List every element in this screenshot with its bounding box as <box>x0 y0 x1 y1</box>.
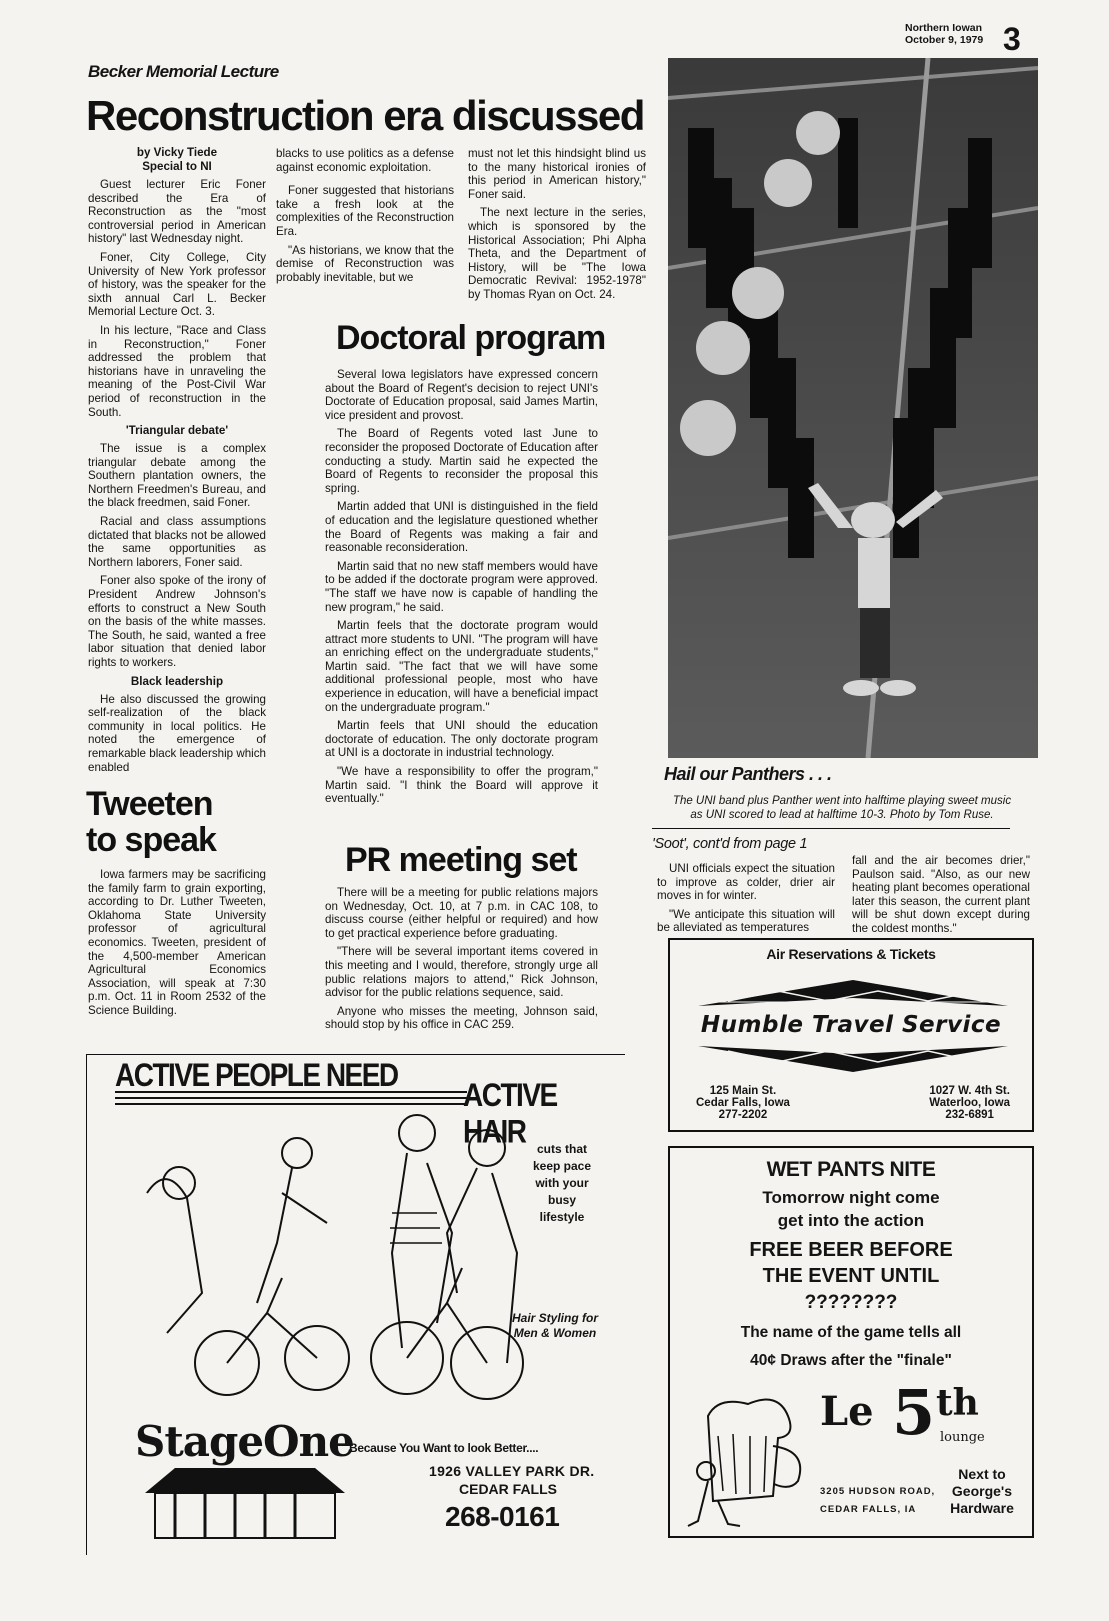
ad-left-address <box>696 1085 790 1121</box>
paragraph: Racial and class assumptions dictated that blacks not be allowed the same opportunities as Northern laborers, Foner said. <box>88 515 266 569</box>
ad-next-to: Next to George's Hardware <box>950 1466 1014 1516</box>
ad-styling: Hair Styling for Men & Women <box>511 1311 598 1340</box>
pr-headline: PR meeting set <box>345 841 577 879</box>
paragraph: The Board of Regents voted last June to reconsider the proposed Doctorate of Education after conducting a study. Martin said he expected the Board of Regents to reconsider the proposal this spring. <box>325 427 598 495</box>
subhead: Black leadership <box>130 674 224 688</box>
ad-line: Tomorrow night come <box>762 1188 940 1207</box>
band-photo <box>668 58 1038 758</box>
paragraph: The issue is a complex triangular debate among the Southern plantation owners, the Northern Freedmen's Bureau, and the black freedmen, said Foner. <box>88 442 266 510</box>
paragraph: There will be a meeting for public relations majors on Wednesday, Oct. 10, at 7 p.m. in CAC 108, to discuss course (either helpful or required) and how to get practical experience before graduating. <box>325 886 598 940</box>
reconstruction-column-2 <box>276 147 454 289</box>
ad-line: WET PANTS NITE <box>766 1158 936 1181</box>
address-line: CEDAR FALLS, IA <box>820 1504 917 1515</box>
ad-address <box>820 1483 935 1519</box>
paragraph: blacks to use politics as a defense against economic exploitation. <box>276 147 454 174</box>
address-line: 3205 HUDSON ROAD, <box>820 1486 936 1497</box>
address-line: 125 Main St. <box>709 1085 777 1097</box>
reconstruction-column-1 <box>88 146 266 779</box>
beer-mug-illustration <box>678 1376 828 1536</box>
paragraph: Iowa farmers may be sacrificing the family farm to grain exporting, according to Dr. Luther Tweeten, Oklahoma State University professor of agricultural economics. Tweeten, president of the 4,500-member American Agricultural Economics Association, will speak at 7:30 p.m. Oct. 11 in Room 2532 of the Science Building. <box>88 868 266 1017</box>
paragraph: In his lecture, "Race and Class in Reconstruction," Foner addressed the problem that historians have in unraveling the meaning of the Post-Civil War period of reconstruction in the South. <box>88 323 266 419</box>
ad-line: 40¢ Draws after the "finale" <box>750 1352 952 1369</box>
photo-caption: The UNI band plus Panther went into halftime playing sweet music as UNI scored to lead at halftime 10-3. Photo by Tom Ruse. <box>672 795 1012 821</box>
paragraph: He also discussed the growing self-realization of the black community in local politics. He noted the emergence of remarkable black leadership which enabled <box>88 692 266 774</box>
tweeten-headline <box>86 786 216 858</box>
doctoral-article <box>325 368 598 811</box>
paragraph: UNI officials expect the situation to improve as colder, drier air moves in for winter. <box>657 862 835 903</box>
paper-name: Northern Iowan <box>905 22 983 34</box>
article-kicker: Becker Memorial Lecture <box>88 62 279 81</box>
ad-tagline: cuts that keep pace with your busy lifestyle <box>532 1142 592 1224</box>
soot-left-column <box>657 862 835 940</box>
byline-affiliation: Special to NI <box>142 159 212 173</box>
ad-line: get into the action <box>777 1211 925 1230</box>
salon-building-illustration <box>145 1463 345 1543</box>
paragraph: Martin said that no new staff members would have to be added if the doctorate program were approved. "The staff we have now is capable of handling the new program," he said. <box>325 559 598 614</box>
ad-line: THE EVENT UNTIL <box>762 1265 940 1287</box>
ad-slogan: Because You Want to look Better.... <box>349 1441 539 1455</box>
phone: 232-6891 <box>945 1109 994 1121</box>
logo-5: 5 <box>892 1376 936 1449</box>
paragraph: "We have a responsibility to offer the program," Martin said. "I think the Board will approve it eventually." <box>325 765 598 806</box>
headline-line: to speak <box>86 821 216 859</box>
masthead <box>905 22 1015 58</box>
ad-phone: 268-0161 <box>445 1501 560 1532</box>
paragraph: Martin feels that the doctorate program would attract more students to UNI. "The program will have an enriching effect on the undergraduate students," Martin said. "The fact that we will have some additional professional people, most who have experience in education, will have a beneficial impact on the undergraduate program." <box>325 619 598 714</box>
band-photo-image <box>668 58 1038 758</box>
logo-lounge: lounge <box>940 1430 985 1445</box>
pr-article <box>325 886 598 1037</box>
paragraph: Foner suggested that historians take a fresh look at the complexities of the Reconstruction Era. <box>276 184 454 238</box>
page-number: 3 <box>1003 21 1021 57</box>
address-line: Cedar Falls, Iowa <box>696 1097 790 1109</box>
logo-le: Le <box>820 1388 874 1435</box>
soot-kicker: 'Soot', cont'd from page 1 <box>652 836 808 852</box>
paragraph: Anyone who misses the meeting, Johnson said, should stop by his office in CAC 259. <box>325 1004 598 1032</box>
logo-part: Stage <box>135 1417 264 1466</box>
subhead: 'Triangular debate' <box>125 424 229 438</box>
ad-line: The name of the game tells all <box>740 1324 962 1341</box>
paragraph: Foner also spoke of the irony of President Andrew Johnson's efforts to construct a New South on the basis of the white masses. The South, he said, wanted a free labor situation that denied labor rights to workers. <box>88 574 266 669</box>
ad-brand-name: Humble Travel Service <box>700 1012 1002 1038</box>
ad-line: ???????? <box>804 1292 898 1313</box>
paragraph: Several Iowa legislators have expressed concern about the Board of Regent's decision to reject UNI's Doctorate of Education proposal, said James Martin, vice president and provost. <box>325 368 598 422</box>
ad-city: CEDAR FALLS <box>459 1481 557 1497</box>
doctoral-headline: Doctoral program <box>336 319 606 357</box>
paragraph: Guest lecturer Eric Foner described the Era of Reconstruction as the "most controversial period in American history" last Wednesday night. <box>88 178 266 246</box>
ad-top-line: Air Reservations & Tickets <box>766 946 936 962</box>
paragraph: Martin added that UNI is distinguished in the field of education and the legislature questioned whether the Board of Regents was making a fair and reasonable reconsideration. <box>325 500 598 555</box>
le-5th-ad <box>668 1146 1034 1538</box>
logo-th: th <box>936 1382 979 1424</box>
ad-right-address <box>929 1085 1010 1121</box>
byline: by Vicky Tiede <box>136 146 218 159</box>
photo-title: Hail our Panthers . . . <box>664 764 832 784</box>
divider <box>652 828 1010 829</box>
ad-headline-1: ACTIVE PEOPLE NEED <box>115 1057 398 1093</box>
logo-part: One <box>263 1417 354 1466</box>
ad-line: FREE BEER BEFORE <box>749 1239 953 1261</box>
ad-address: 1926 VALLEY PARK DR. <box>429 1463 595 1479</box>
paragraph: fall and the air becomes drier," Paulson said. "Also, as our new heating plant becomes operational later this season, the current plant will be shut down except during the coldest months." <box>852 854 1030 935</box>
headline-line: Tweeten <box>86 785 213 823</box>
paragraph: must not let this hindsight blind us to the many historical ironies of this period in American history," Foner said. <box>468 147 646 201</box>
article-headline: Reconstruction era discussed <box>86 92 644 139</box>
address-line: 1027 W. 4th St. <box>929 1085 1010 1097</box>
paragraph: "As historians, we know that the demise of Reconstruction was probably inevitable, but we <box>276 243 454 284</box>
phone: 277-2202 <box>718 1109 768 1121</box>
ad-rule <box>115 1097 467 1099</box>
reconstruction-column-3 <box>468 147 646 307</box>
le-5th-logo <box>820 1376 1030 1452</box>
paragraph: "There will be several important items covered in this meeting and I would, therefore, strongly urge all public relations majors to attend," Rick Johnson, advisor for the public relations sequence, said. <box>325 945 598 1000</box>
paragraph: Foner, City College, City University of New York professor of history, was the speaker for the sixth annual Carl L. Becker Memorial Lecture Oct. 3. <box>88 250 266 319</box>
humble-travel-ad <box>668 938 1034 1132</box>
tweeten-article <box>88 868 266 1023</box>
issue-date: October 9, 1979 <box>905 34 984 46</box>
stage-one-ad <box>86 1054 625 1555</box>
address-line: Waterloo, Iowa <box>929 1097 1010 1109</box>
cyclists-illustration <box>107 1103 537 1403</box>
soot-right-column <box>852 854 1030 941</box>
paragraph: The next lecture in the series, which is sponsored by the Historical Association; Phi Alpha Theta, and the Department of History, will be "The Iowa Democratic Revival: 1952-1978" by Thomas Ryan on Oct. 24. <box>468 206 646 301</box>
ad-headline-2: ACTIVE HAIR <box>463 1077 557 1150</box>
paragraph: "We anticipate this situation will be alleviated as temperatures <box>657 907 835 935</box>
paragraph: Martin feels that UNI should the education doctorate of education. The only doctorate program at UNI is a doctorate in industrial technology. <box>325 719 598 760</box>
